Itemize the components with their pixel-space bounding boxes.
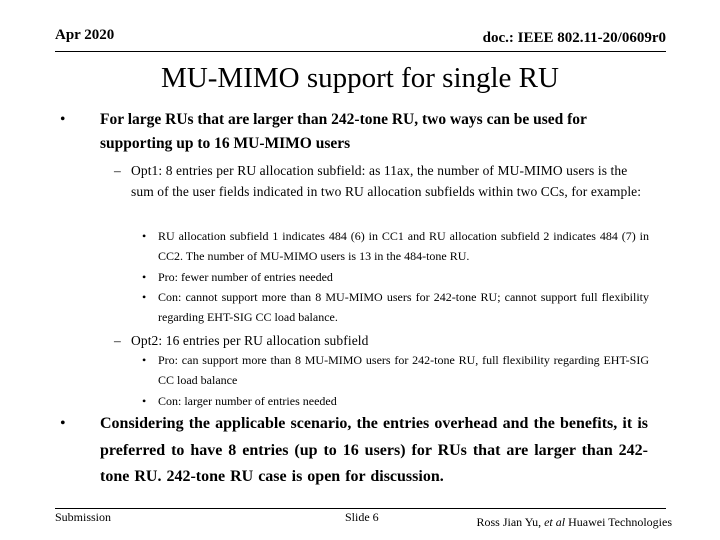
- bullet-marker: •: [142, 290, 147, 304]
- sub-sub-bullet-pro: [142, 267, 649, 287]
- sub-bullet-opt2: [114, 330, 651, 351]
- sub-sub-bullet-pro-opt2: [142, 350, 649, 390]
- bullet-text: Considering the applicable scenario, the entries overhead and the benefits, it is preferred to have 8 entries (up to 16 users) for RUs that are larger than 242-tone RU. 242-tone RU case is open for discussion.: [100, 415, 648, 485]
- sub-bullet-opt1: [114, 160, 651, 202]
- bullet-marker: •: [60, 111, 66, 128]
- footer-divider: [55, 508, 666, 509]
- author-prefix: Ross Jian Yu,: [476, 515, 545, 529]
- bullet-large-rus: [60, 108, 648, 156]
- sub-sub-bullet-text: Con: cannot support more than 8 MU-MIMO users for 242-tone RU; cannot support full flexibility regarding EHT-SIG CC load balance.: [158, 290, 649, 324]
- bullet-marker: •: [142, 229, 147, 243]
- sub-sub-bullet-text: Pro: fewer number of entries needed: [158, 270, 333, 284]
- sub-sub-bullet-con-opt2: [142, 391, 649, 411]
- bullet-conclusion: [60, 411, 648, 491]
- sub-sub-bullet-text: RU allocation subfield 1 indicates 484 (6) in CC1 and RU allocation subfield 2 indicates 484 (7) in CC2. The number of MU-MIMO users is 13 in the 484-tone RU.: [158, 229, 649, 263]
- sub-sub-bullet-text: Pro: can support more than 8 MU-MIMO users for 242-tone RU, full flexibility regarding EHT-SIG CC load balance: [158, 353, 649, 387]
- sub-sub-bullet-con: [142, 287, 649, 327]
- footer-submission: Submission: [55, 510, 112, 524]
- bullet-marker: •: [142, 353, 147, 367]
- author-et-al: et al: [544, 515, 566, 529]
- author-suffix: Huawei Technologies: [565, 515, 672, 529]
- bullet-marker: •: [142, 394, 147, 408]
- bullet-marker: •: [60, 415, 66, 432]
- sub-bullet-text: Opt1: 8 entries per RU allocation subfield: as 11ax, the number of MU-MIMO users is the sum of the user fields indicated in two RU allocation subfields within two CCs, for example:: [131, 163, 642, 199]
- dash-marker: –: [114, 333, 121, 348]
- slide-title: MU-MIMO support for single RU: [161, 62, 559, 94]
- header-divider: [55, 51, 666, 52]
- dash-marker: –: [114, 163, 121, 178]
- sub-sub-bullet-text: Con: larger number of entries needed: [158, 394, 337, 408]
- footer-author: [477, 515, 673, 530]
- footer-slide-number: Slide 6: [345, 510, 379, 524]
- bullet-marker: •: [142, 270, 147, 284]
- bullet-text: For large RUs that are larger than 242-tone RU, two ways can be used for supporting up to 16 MU-MIMO users: [100, 111, 587, 152]
- sub-sub-bullet-example: [142, 226, 649, 266]
- header-doc-id: doc.: IEEE 802.11-20/0609r0: [482, 30, 666, 46]
- header-date: Apr 2020: [55, 27, 115, 43]
- sub-bullet-text: Opt2: 16 entries per RU allocation subfield: [131, 333, 369, 348]
